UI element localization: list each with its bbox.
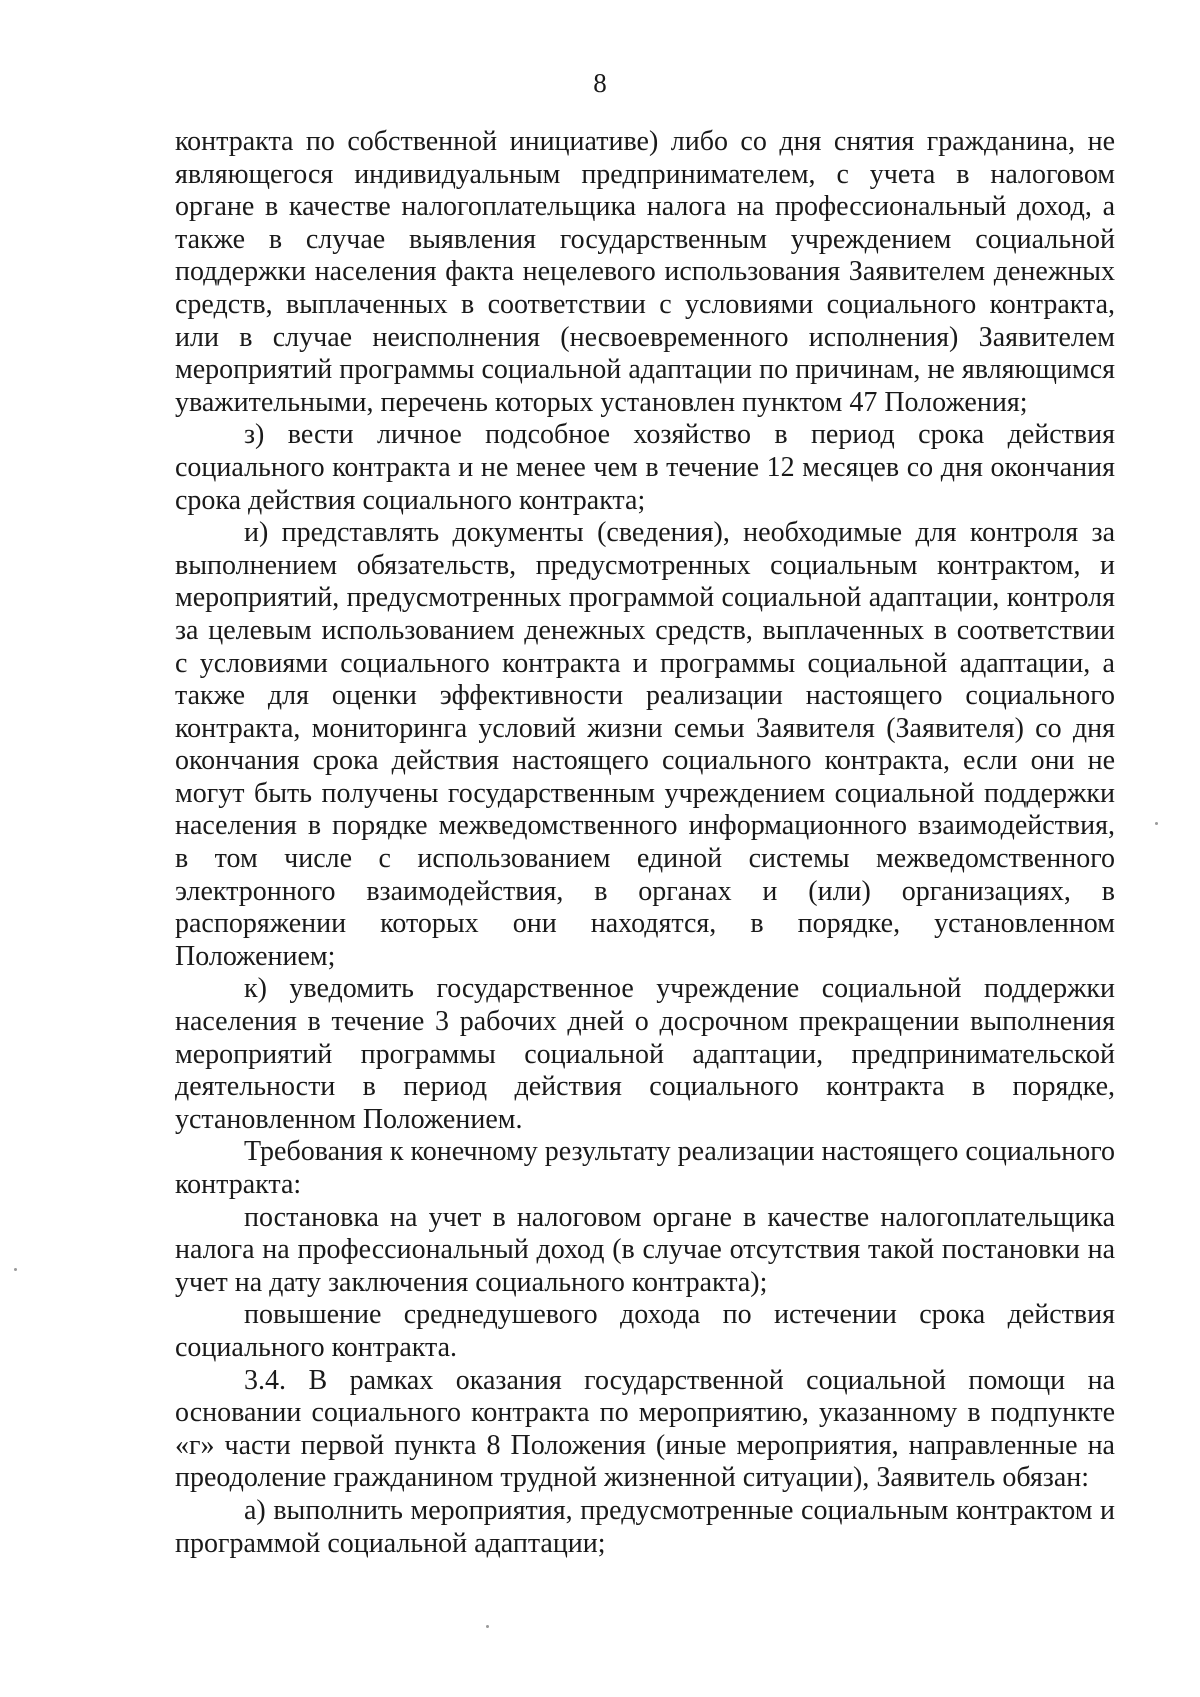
- paragraph-continuation: контракта по собственной инициативе) либо со дня снятия гражданина, не являющегося индивидуальным предпринимателем, с учета в налоговом органе в качестве налогоплательщика налога на профессиональный доход, а также в случае выявления государственным учреждением социальной поддержки населения факта нецелевого использования Заявителем денежных средств, выплаченных в соответствии с условиями социального контракта, или в случае неисполнения (несвоевременного исполнения) Заявителем мероприятий программы социальной адаптации по причинам, не являющимся уважительными, перечень которых установлен пунктом 47 Положения;: [175, 126, 1115, 418]
- paragraph-tax-registration: постановка на учет в налоговом органе в качестве налогоплательщика налога на профессиональный доход (в случае отсутствия такой постановки на учет на дату заключения социального контракта);: [175, 1201, 1115, 1298]
- page-number: 8: [593, 68, 607, 98]
- paragraph-item-a: а) выполнить мероприятия, предусмотренные социальным контрактом и программой социальной адаптации;: [175, 1494, 1115, 1559]
- paragraph-item-z: з) вести личное подсобное хозяйство в период срока действия социального контракта и не менее чем в течение 12 месяцев со дня окончания срока действия социального контракта;: [175, 419, 1115, 516]
- document-body: [175, 126, 1115, 1560]
- scan-speck: [486, 1625, 489, 1628]
- paragraph-item-i: и) представлять документы (сведения), необходимые для контроля за выполнением обязательств, предусмотренных социальным контрактом, и мероприятий, предусмотренных программой социальной адаптации, контроля за целевым использованием денежных средств, выплаченных в соответствии с условиями социального контракта и программы социальной адаптации, а также для оценки эффективности реализации настоящего социального контракта, мониторинга условий жизни семьи Заявителя (Заявителя) со дня окончания срока действия настоящего социального контракта, если они не могут быть получены государственным учреждением социальной поддержки населения в порядке межведомственного информационного взаимодействия, в том числе с использованием единой системы межведомственного электронного взаимодействия, в органах и (или) организациях, в распоряжении которых они находятся, в порядке, установленном Положением;: [175, 517, 1115, 972]
- paragraph-section-3-4: 3.4. В рамках оказания государственной социальной помощи на основании социального контракта по мероприятию, указанному в подпункте «г» части первой пункта 8 Положения (иные мероприятия, направленные на преодоление гражданином трудной жизненной ситуации), Заявитель обязан:: [175, 1364, 1115, 1494]
- paragraph-requirements: Требования к конечному результату реализации настоящего социального контракта:: [175, 1136, 1115, 1200]
- paragraph-income-increase: повышение среднедушевого дохода по истечении срока действия социального контракта.: [175, 1299, 1115, 1363]
- scan-speck: [1155, 822, 1158, 825]
- scan-speck: [14, 1268, 17, 1271]
- paragraph-item-k: к) уведомить государственное учреждение социальной поддержки населения в течение 3 рабочих дней о досрочном прекращении выполнения мероприятий программы социальной адаптации, предпринимательской деятельности в период действия социального контракта в порядке, установленном Положением.: [175, 973, 1115, 1135]
